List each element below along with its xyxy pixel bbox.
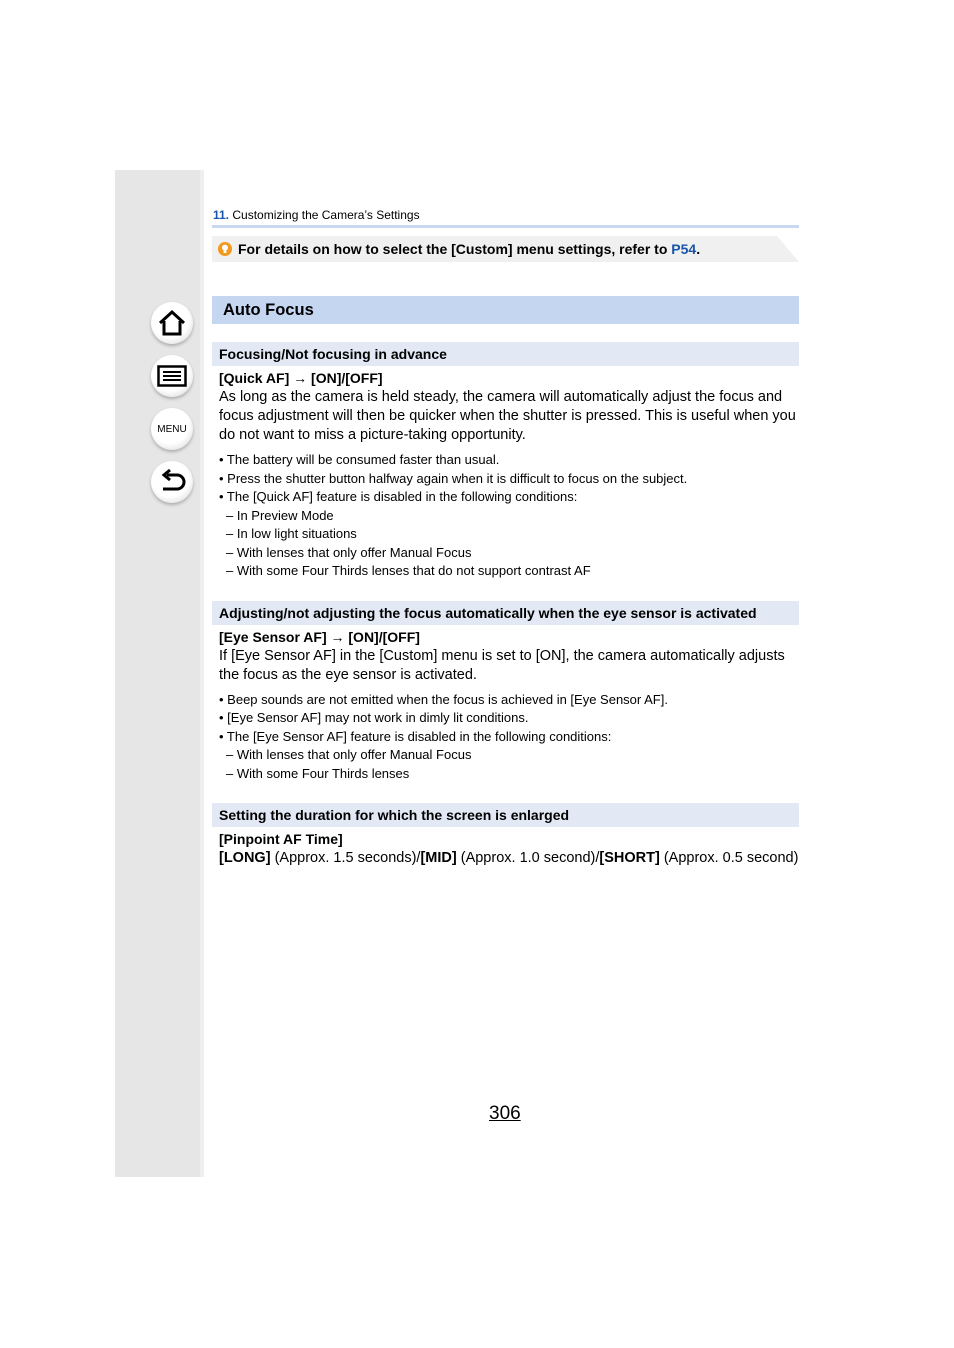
notes-list — [219, 691, 799, 784]
option-long-detail: (Approx. 1.5 seconds)/ — [270, 850, 421, 866]
home-button[interactable] — [151, 302, 193, 344]
pinpoint-af-time-block — [212, 803, 799, 868]
list-item: – In low light situations — [226, 526, 357, 541]
sub-heading: Focusing/Not focusing in advance — [212, 342, 799, 366]
list-item: – With lenses that only offer Manual Focus — [226, 747, 472, 762]
setting-name: [Quick AF] → [ON]/[OFF] — [219, 370, 383, 386]
list-item: • The battery will be consumed faster than usual. — [219, 452, 500, 467]
back-arrow-icon — [157, 469, 187, 495]
options-line — [219, 849, 799, 868]
page-link-p54[interactable]: P54 — [671, 241, 697, 257]
sub-heading: Adjusting/not adjusting the focus automatically when the eye sensor is activated — [212, 601, 799, 625]
list-item: • Beep sounds are not emitted when the focus is achieved in [Eye Sensor AF]. — [219, 691, 668, 707]
chapter-title: Customizing the Camera’s Settings — [232, 208, 420, 222]
option-mid: [MID] — [420, 850, 457, 866]
list-item: – In Preview Mode — [226, 507, 334, 523]
lightbulb-icon — [218, 242, 232, 256]
list-item: – With lenses that only offer Manual Focus — [226, 544, 472, 560]
list-item: • The [Eye Sensor AF] feature is disabled in the following conditions: — [219, 728, 612, 744]
option-mid-detail: (Approx. 1.0 second)/ — [456, 850, 600, 866]
option-short-detail: (Approx. 0.5 second) — [659, 850, 799, 866]
list-icon — [157, 365, 187, 387]
contents-button[interactable] — [151, 355, 193, 397]
sub-heading: Setting the duration for which the screen is enlarged — [212, 803, 799, 827]
notes-list — [219, 451, 799, 581]
option-long: [LONG] — [219, 850, 271, 866]
list-item: • Press the shutter button halfway again when it is difficult to focus on the subject. — [219, 470, 688, 486]
home-icon — [157, 309, 187, 337]
page-content — [212, 205, 799, 868]
section-title: Auto Focus — [212, 296, 799, 324]
description: If [Eye Sensor AF] in the [Custom] menu is set to [ON], the camera automatically adjusts the focus as the eye sensor is activated. — [219, 647, 785, 683]
list-item: • The [Quick AF] feature is disabled in the following conditions: — [219, 489, 578, 504]
sidebar — [115, 170, 204, 1177]
list-item: – With some Four Thirds lenses — [226, 765, 410, 781]
eye-sensor-af-block — [212, 601, 799, 784]
page-number: 306 — [489, 1103, 521, 1124]
list-item: – With some Four Thirds lenses that do not support contrast AF — [226, 563, 591, 578]
option-short: [SHORT] — [599, 850, 660, 866]
menu-button[interactable] — [151, 408, 193, 450]
chapter-number: 11. — [213, 208, 230, 222]
setting-name: [Eye Sensor AF] → [ON]/[OFF] — [219, 628, 420, 645]
description: As long as the camera is held steady, the camera will automatically adjust the focus and focus adjustment will then be quicker when the shutter is pressed. This is useful when you do not want to miss a picture-taking opportunity. — [219, 389, 796, 443]
setting-name: [Pinpoint AF Time] — [219, 831, 343, 847]
tip-end: . — [696, 241, 701, 257]
tip-banner — [212, 236, 799, 262]
breadcrumb — [212, 205, 799, 228]
list-item: • [Eye Sensor AF] may not work in dimly lit conditions. — [219, 710, 529, 725]
tip-text: For details on how to select the [Custom] menu settings, refer to — [238, 241, 668, 257]
back-button[interactable] — [151, 461, 193, 503]
menu-label: MENU — [157, 423, 187, 435]
quick-af-block — [212, 342, 799, 581]
